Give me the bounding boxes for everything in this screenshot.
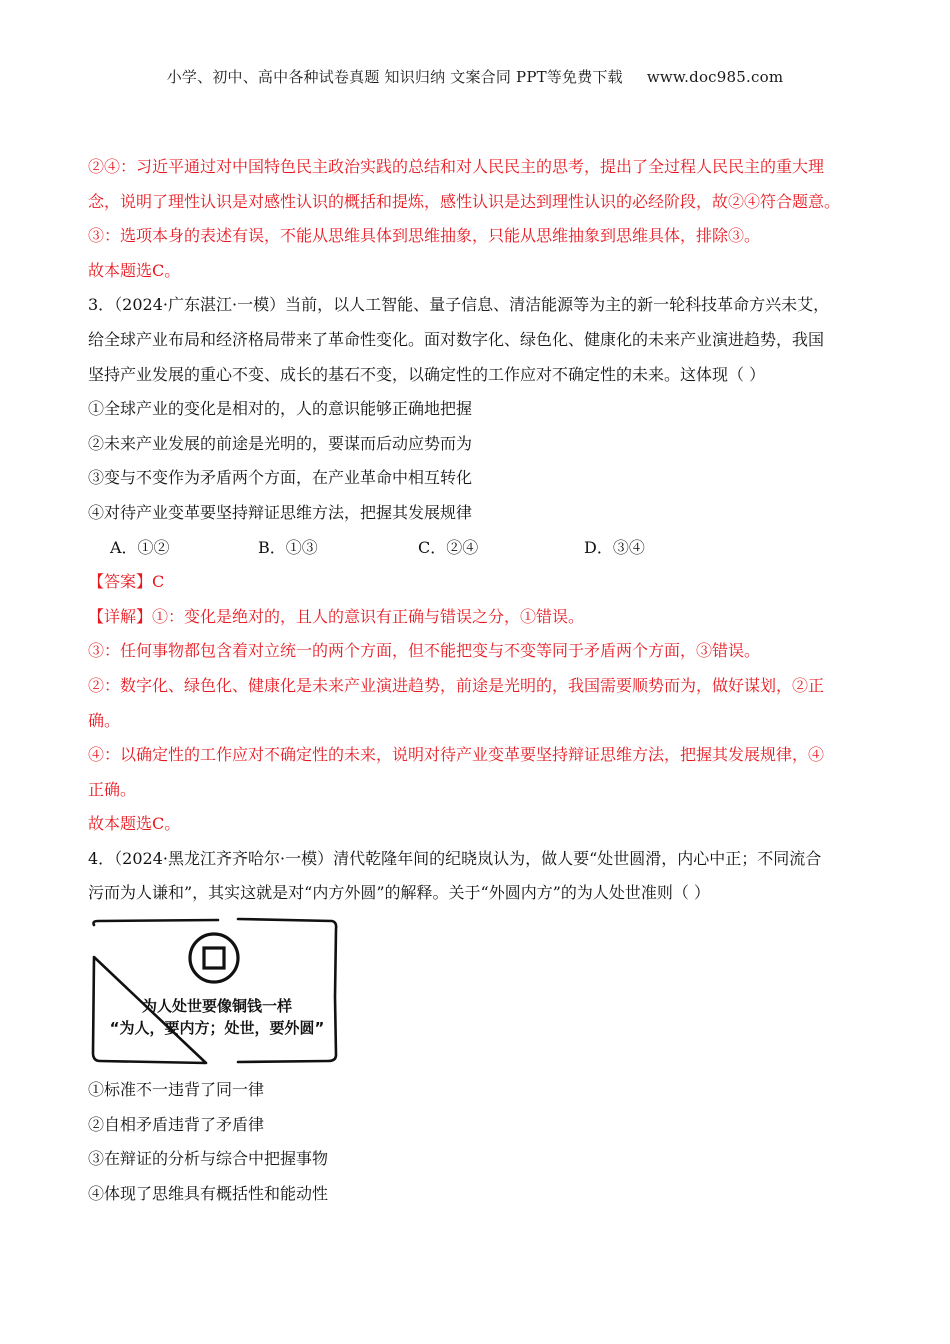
- q3-item-4: ④对待产业变革要坚持辩证思维方法，把握其发展规律: [88, 502, 473, 522]
- q3-detail-3-line1: ②：数字化、绿色化、健康化是未来产业演进趋势，前途是光明的，我国需要顺势而为，做好谋划，②正: [88, 675, 825, 695]
- q3-option-d: D．③④: [584, 537, 645, 557]
- q3-options: [88, 531, 864, 566]
- q3-option-c: C．②④: [418, 537, 479, 557]
- q2-analysis-3: ③：选项本身的表述有误，不能从思维具体到思维抽象，只能从思维抽象到思维具体，排除③。: [88, 226, 761, 246]
- q3-item-1: ①全球产业的变化是相对的，人的意识能够正确地把握: [88, 399, 473, 419]
- q4-item-1: ①标准不一违背了同一律: [88, 1080, 265, 1100]
- q4-item-2: ②自相矛盾违背了矛盾律: [88, 1114, 265, 1134]
- q3-answer: 【答案】C: [88, 572, 165, 592]
- q3-item-3: ③变与不变作为矛盾两个方面，在产业革命中相互转化: [88, 468, 473, 488]
- q4-stem-line2: 污而为人谦和”，其实这就是对“内方外圆”的解释。关于“外圆内方”的为人处世准则（ ）: [88, 883, 710, 903]
- q3-detail-1: 【详解】①：变化是绝对的，且人的意识有正确与错误之分，①错误。: [88, 606, 585, 626]
- q3-detail-3-line2: 确。: [88, 710, 121, 730]
- coin-square-hole: [204, 948, 224, 968]
- q3-option-a: A．①②: [110, 537, 170, 557]
- q2-conclusion: 故本题选C。: [88, 260, 181, 280]
- q4-item-4: ④体现了思维具有概括性和能动性: [88, 1183, 329, 1203]
- coin-illustration-frame: [88, 917, 340, 1065]
- q4-stem-line1: 4．（2024·黑龙江齐齐哈尔·一模）清代乾隆年间的纪晓岚认为，做人要“处世圆滑，内心中正；不同流合: [88, 848, 822, 868]
- q3-option-b: B．①③: [258, 537, 318, 557]
- q3-item-2: ②未来产业发展的前途是光明的，要谋而后动应势而为: [88, 433, 473, 453]
- q2-analysis-24-line1: ②④：习近平通过对中国特色民主政治实践的总结和对人民民主的思考，提出了全过程人民民主的重大理: [88, 157, 825, 176]
- q3-detail-4-line2: 正确。: [88, 779, 137, 799]
- copper-coin-figure: [88, 917, 340, 1065]
- q2-analysis-24-line2: 念，说明了理性认识是对感性认识的概括和提炼，感性认识是达到理性认识的必经阶段，故②④符合题意。: [88, 191, 841, 211]
- page-header: [0, 66, 950, 87]
- q3-stem-line3: 坚持产业发展的重心不变、成长的基石不变，以确定性的工作应对不确定性的未来。这体现（ ）: [88, 364, 766, 384]
- coin-caption-line1: 为人处世要像铜钱一样: [141, 997, 292, 1016]
- q3-detail-4-line1: ④：以确定性的工作应对不确定性的未来，说明对待产业变革要坚持辩证思维方法，把握其发展规律，④: [88, 745, 825, 765]
- q3-detail-2: ③：任何事物都包含着对立统一的两个方面，但不能把变与不变等同于矛盾两个方面，③错误。: [88, 641, 761, 661]
- header-site-link[interactable]: www.doc985.com: [646, 68, 784, 86]
- document-body: [88, 150, 864, 1211]
- header-text: 小学、初中、高中各种试卷真题 知识归纳 文案合同 PPT等免费下载: [166, 68, 623, 86]
- q3-stem-line1: 3．（2024·广东湛江·一模）当前，以人工智能、量子信息、清洁能源等为主的新一轮科技革命方兴未艾，: [88, 295, 830, 315]
- q3-conclusion: 故本题选C。: [88, 814, 181, 834]
- q4-item-3: ③在辩证的分析与综合中把握事物: [88, 1149, 329, 1169]
- q3-stem-line2: 给全球产业布局和经济格局带来了革命性变化。面对数字化、绿色化、健康化的未来产业演进趋势，我国: [88, 329, 825, 349]
- coin-caption-line2: “为人，要内方；处世，要外圆”: [109, 1019, 325, 1038]
